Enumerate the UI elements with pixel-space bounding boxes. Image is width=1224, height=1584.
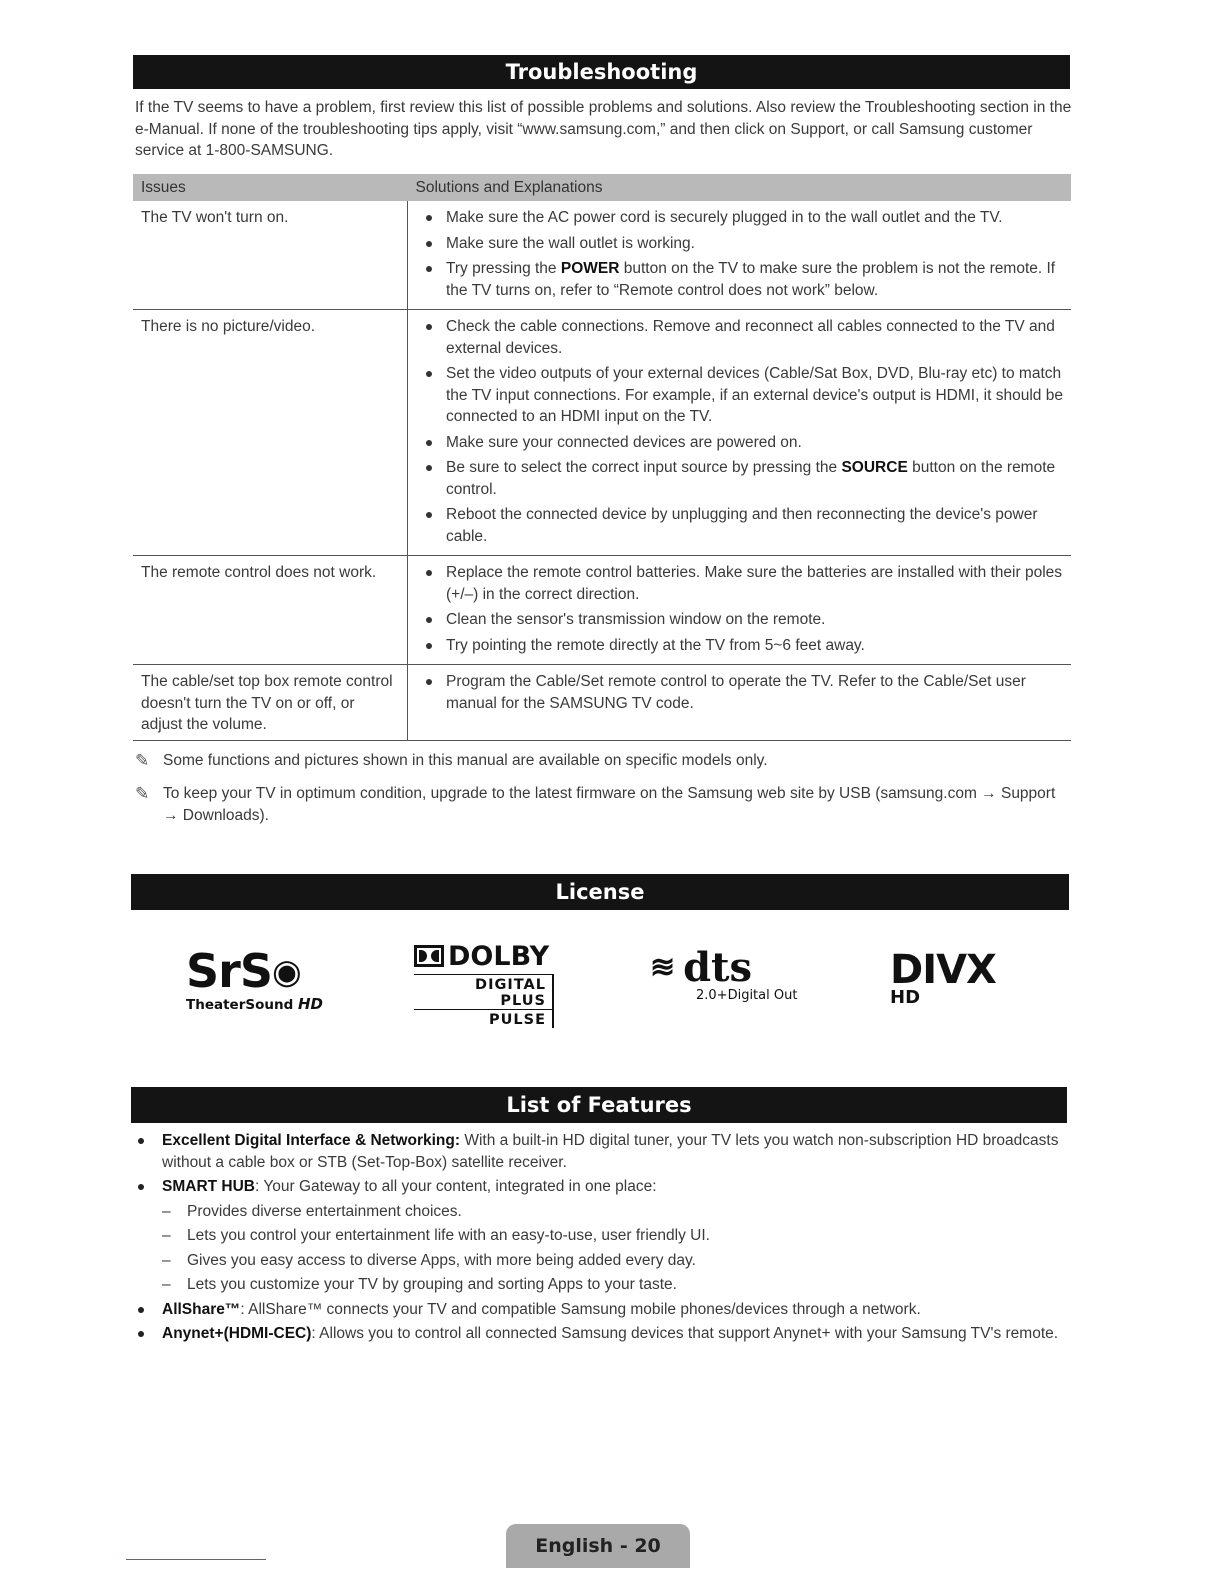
table-row	[133, 310, 1071, 556]
solutions-cell	[408, 201, 1072, 310]
troubleshooting-table	[133, 174, 1071, 741]
solution-item: Set the video outputs of your external devices (Cable/Sat Box, DVD, Blu-ray etc) to match the TV input connections. For example, if an external device's output is HDMI, it should be connected to an HDMI input on the TV.	[416, 363, 1063, 428]
feature-name: SMART HUB	[162, 1178, 255, 1195]
solutions-cell	[408, 310, 1072, 556]
feature-item	[133, 1299, 1073, 1321]
table-row	[133, 201, 1071, 310]
sub-feature-item: – Lets you customize your TV by grouping and sorting Apps to your taste.	[162, 1274, 1073, 1296]
smart-hub-sublist	[162, 1201, 1073, 1296]
feature-description: With a built-in HD digital tuner, your TV lets you watch non-subscription HD broadcasts without a cable box or STB (Set-Top-Box) satellite receiver.	[162, 1132, 1059, 1171]
divx-logo	[890, 947, 996, 1008]
solution-item: Program the Cable/Set remote control to operate the TV. Refer to the Cable/Set user manual for the SAMSUNG TV code.	[416, 671, 1063, 714]
dolby-logo	[414, 943, 554, 1028]
dolby-digital-plus-label: DIGITAL PLUS	[414, 974, 554, 1009]
srs-logo-mark: SrS◉	[186, 944, 301, 998]
solution-item	[416, 258, 1063, 301]
troubleshooting-heading: Troubleshooting	[133, 55, 1070, 89]
feature-item	[133, 1130, 1073, 1173]
feature-name: Anynet+(HDMI-CEC)	[162, 1325, 312, 1342]
feature-name: Excellent Digital Interface & Networking:	[162, 1132, 461, 1149]
dolby-logo-mark: DOLBY	[414, 943, 554, 971]
table-row	[133, 556, 1071, 665]
solution-text: button on the TV to make sure the problem is not the remote. If the TV turns on, refer to “Remote control does not work” below.	[446, 260, 1056, 299]
srs-logo	[186, 944, 323, 1013]
feature-description: : Your Gateway to all your content, integrated in one place:	[255, 1178, 657, 1195]
solution-item: Reboot the connected device by unplugging and then reconnecting the device's power cable.	[416, 504, 1063, 547]
table-row	[133, 665, 1071, 741]
note-text: To keep your TV in optimum condition, upgrade to the latest firmware on the Samsung web site by USB (samsung.com → Support → Downloads).	[163, 785, 1056, 824]
solutions-cell	[408, 556, 1072, 665]
source-button-term: SOURCE	[841, 459, 908, 476]
sub-feature-item: – Gives you easy access to diverse Apps, with more being added every day.	[162, 1250, 1073, 1272]
issue-cell: There is no picture/video.	[133, 310, 408, 556]
pencil-note-icon: ✎	[135, 784, 150, 803]
dolby-pulse-label: PULSE	[414, 1009, 554, 1028]
sub-feature-item: – Provides diverse entertainment choices.	[162, 1201, 1073, 1223]
note	[135, 783, 1070, 826]
solutions-header: Solutions and Explanations	[408, 174, 1072, 201]
feature-item	[133, 1176, 1073, 1296]
page-number-badge: English - 20	[506, 1524, 690, 1568]
sub-feature-item: – Lets you control your entertainment life with an easy-to-use, user friendly UI.	[162, 1225, 1073, 1247]
solution-text: button on the remote control.	[446, 459, 1056, 498]
solution-item	[416, 457, 1063, 500]
solution-item: Make sure the AC power cord is securely plugged in to the wall outlet and the TV.	[416, 207, 1063, 229]
troubleshooting-intro: If the TV seems to have a problem, first review this list of possible problems and solutions. Also review the Troubleshooting section in the e-Manual. If none of the troubleshooting tips apply, visit “www.samsung.com,” and then click on Support, or call Samsung customer service at 1-800-SAMSUNG.	[135, 99, 1072, 159]
note-text: Some functions and pictures shown in this manual are available on specific models only.	[163, 752, 768, 769]
divx-logo-mark: DIVX	[890, 947, 996, 993]
note	[135, 750, 1070, 772]
issue-cell: The cable/set top box remote control doesn't turn the TV on or off, or adjust the volume.	[133, 665, 408, 741]
issue-cell: The TV won't turn on.	[133, 201, 408, 310]
features-list	[133, 1130, 1073, 1348]
solution-item: Clean the sensor's transmission window on the remote.	[416, 609, 1063, 631]
feature-name: AllShare™	[162, 1300, 241, 1318]
footer-rule	[126, 1559, 266, 1560]
solution-text: Try pressing the	[446, 260, 561, 277]
solutions-cell	[408, 665, 1072, 741]
license-heading: License	[131, 874, 1069, 910]
issue-cell: The remote control does not work.	[133, 556, 408, 665]
feature-description: : Allows you to control all connected Samsung devices that support Anynet+ with your Samsung TV's remote.	[311, 1325, 1059, 1342]
solution-item: Replace the remote control batteries. Make sure the batteries are installed with their poles (+/–) in the correct direction.	[416, 562, 1063, 605]
solution-item: Check the cable connections. Remove and reconnect all cables connected to the TV and external devices.	[416, 316, 1063, 359]
power-button-term: POWER	[560, 260, 620, 277]
dts-subtitle: 2.0+Digital Out	[696, 988, 798, 1003]
solution-item: Try pointing the remote directly at the TV from 5~6 feet away.	[416, 635, 1063, 657]
pencil-note-icon: ✎	[135, 751, 150, 770]
dts-logo-mark: ≋ dts	[650, 944, 753, 991]
feature-item	[133, 1323, 1073, 1345]
dts-swoosh-icon: ≋	[650, 950, 670, 985]
divx-subtitle: HD	[890, 987, 921, 1008]
solution-item: Make sure the wall outlet is working.	[416, 233, 1063, 255]
dolby-double-d-icon	[414, 945, 444, 967]
dts-logo	[650, 944, 798, 1003]
srs-logo-subtitle: TheaterSound HD	[186, 995, 323, 1013]
solution-text: Be sure to select the correct input source by pressing the	[446, 459, 842, 476]
features-heading: List of Features	[131, 1087, 1067, 1123]
solution-item: Make sure your connected devices are powered on.	[416, 432, 1063, 454]
feature-description: : AllShare™ connects your TV and compatible Samsung mobile phones/devices through a network.	[240, 1300, 921, 1318]
issues-header: Issues	[133, 174, 408, 201]
table-header-row	[133, 174, 1071, 201]
